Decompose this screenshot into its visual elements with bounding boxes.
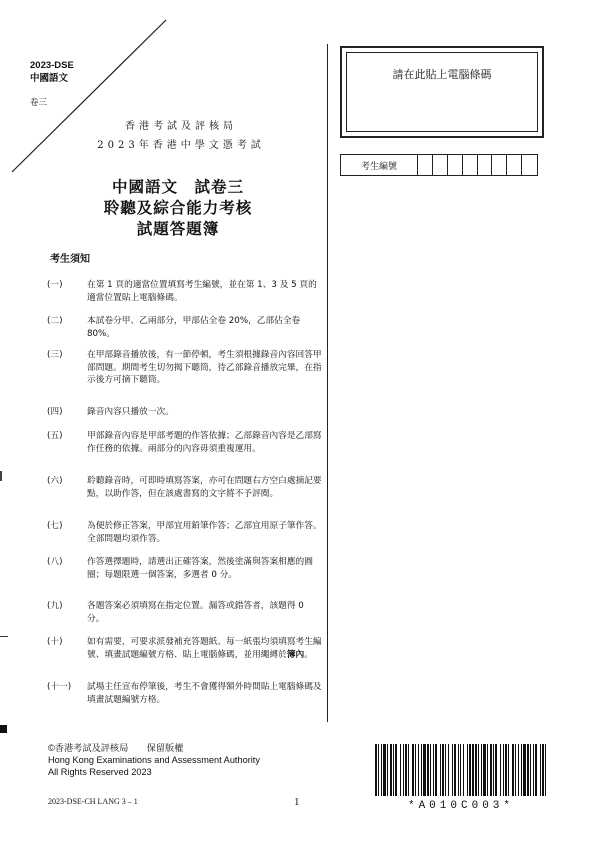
barcode-bar [445,744,446,796]
barcode-graphic [373,744,549,798]
barcode-bar [460,744,461,796]
barcode-bar [521,744,522,796]
barcode-bar [435,744,437,796]
barcode-text: *A010C003* [407,800,514,812]
barcode-bar [421,744,422,796]
barcode-bar [540,744,541,796]
subject-name: 中國語文 [30,73,69,84]
barcode-bar [487,744,488,796]
candidate-digit-cell[interactable] [478,155,493,175]
page-number: 1 [294,796,300,808]
instruction-item: (九) 各題答案必須填寫在指定位置。漏答或錯答者，該題得 0 分。 [47,601,304,624]
barcode-bar [527,744,529,796]
barcode-bar [545,744,546,796]
candidate-digit-cell[interactable] [418,155,433,175]
barcode-label-instruction: 請在此貼上電腦條碼 [392,68,492,81]
barcode-bar [481,744,482,796]
instruction-item: (五) 甲部錄音內容是甲部考題的作答依據；乙部錄音內容是乙部寫作任務的依據。兩部分的內容毋須重複運用。 [47,431,322,454]
instruction-item: (一) 在第 1 頁的適當位置填寫考生編號，並在第 1、3 及 5 頁的適當位置貼上電腦條碼。 [47,280,317,303]
barcode-bar [500,744,501,796]
barcode-bar [378,744,379,796]
barcode-bar [381,744,382,796]
barcode-bar [400,744,401,796]
barcode-bar [503,744,504,796]
paper-code: 2023-DSE-CH LANG 3 – 1 [48,797,138,806]
candidate-number-field[interactable] [340,154,538,176]
copyright-chinese: ©香港考試及評核局 保留版權 [48,743,184,753]
barcode-bar [505,744,507,796]
barcode-bar [467,744,468,796]
margin-tick [0,636,8,637]
instruction-item: (二) 本試卷分甲、乙兩部分，甲部佔全卷 20%，乙部佔全卷 80%。 [47,316,301,339]
copyright-english: Hong Kong Examinations and Assessment Authority [48,755,260,765]
candidate-digit-cell[interactable] [507,155,522,175]
instruction-item: (八) 作答選擇題時，請選出正確答案，然後塗滿與答案相應的圓圈；每題限選一個答案，多選者 0 分。 [47,557,313,580]
barcode-bar [512,744,514,796]
barcode-bar [490,744,492,796]
barcode-bar [458,744,459,796]
barcode-bar [472,744,474,796]
barcode-bar [405,744,407,796]
rights-reserved: All Rights Reserved 2023 [48,767,152,777]
barcode-bar [430,744,431,796]
barcode-bar [493,744,494,796]
candidate-digit-cell[interactable] [433,155,448,175]
barcode-bar [448,744,449,796]
barcode-bar [403,744,404,796]
exam-year-title: 2023年香港中學文憑考試 [97,140,265,151]
barcode-bar [483,744,486,796]
candidate-digit-cell[interactable] [522,155,537,175]
barcode-bar [440,744,441,796]
column-divider [327,44,328,722]
organization-name: 香港考試及評核局 [125,121,237,132]
instruction-item: (三) 在甲部錄音播放後，有一節停頓，考生須根據錄音內容回答甲部問題。期間考生切勿揭下聽筒，待乙部錄音播放完畢，在指示後方可摘下聽筒。 [47,350,322,386]
barcode-bar [535,744,537,796]
barcode-bar [463,744,464,796]
barcode-bar [542,744,544,796]
scan-mark [0,725,7,733]
barcode-bars [375,744,546,796]
barcode-bar [412,744,414,796]
barcode-bar [495,744,497,796]
candidate-digit-cell[interactable] [448,155,463,175]
barcode-bar [418,744,419,796]
barcode-bar [423,744,426,796]
instruction-item: (四) 錄音內容只播放一次。 [47,407,174,417]
barcode-bar [515,744,516,796]
instruction-item: (十一) 試場主任宣布停筆後，考生不會獲得額外時間貼上電腦條碼及填畫試題編號方格。 [47,682,322,705]
instruction-item: (七) 為便於修正答案，甲部宜用鉛筆作答；乙部宜用原子筆作答。全部問題均須作答。 [47,521,322,544]
barcode-bar [518,744,519,796]
barcode-bar [475,744,477,796]
barcode-bar [508,744,509,796]
instruction-item: (六) 聆聽錄音時，可即時填寫答案，亦可在問題右方空白處摘記要點，以助作答，但在該處書寫的文字將不予評閱。 [47,476,322,499]
barcode-bar [454,744,456,796]
barcode-bar [427,744,429,796]
barcode-bar [415,744,416,796]
paper-title: 中國語文 試卷三 [111,178,244,196]
barcode-bar [390,744,392,796]
notice-heading: 考生須知 [50,254,90,265]
candidate-number-label: 考生編號 [341,155,418,175]
barcode-bar [533,744,534,796]
margin-tick [0,471,2,481]
barcode-bar [478,744,479,796]
barcode-bar [433,744,434,796]
barcode-bar [523,744,526,796]
barcode-bar [442,744,444,796]
barcode-bar [375,744,377,796]
barcode-bar [469,744,471,796]
candidate-digit-cell[interactable] [492,155,507,175]
barcode-bar [530,744,531,796]
barcode-bar [383,744,386,796]
booklet-title: 試題答題簿 [136,220,220,238]
instruction-item: (十) 如有需要，可要求派發補充答題紙。每一紙張均須填寫考生編號、填畫試題編號方格、貼上電腦條碼，並用繩縛於簿內。 [47,637,322,660]
barcode-bar [393,744,394,796]
paper-subtitle: 聆聽及綜合能力考核 [103,199,253,217]
barcode-bar [387,744,388,796]
emphasis-text: 簿內 [286,649,305,660]
paper-label: 卷三 [30,98,48,108]
barcode-bar [452,744,453,796]
barcode-bar [408,744,409,796]
candidate-digit-cell[interactable] [463,155,478,175]
barcode-label-inner [346,52,538,132]
barcode-bar [395,744,397,796]
exam-code: 2023-DSE [30,60,74,71]
